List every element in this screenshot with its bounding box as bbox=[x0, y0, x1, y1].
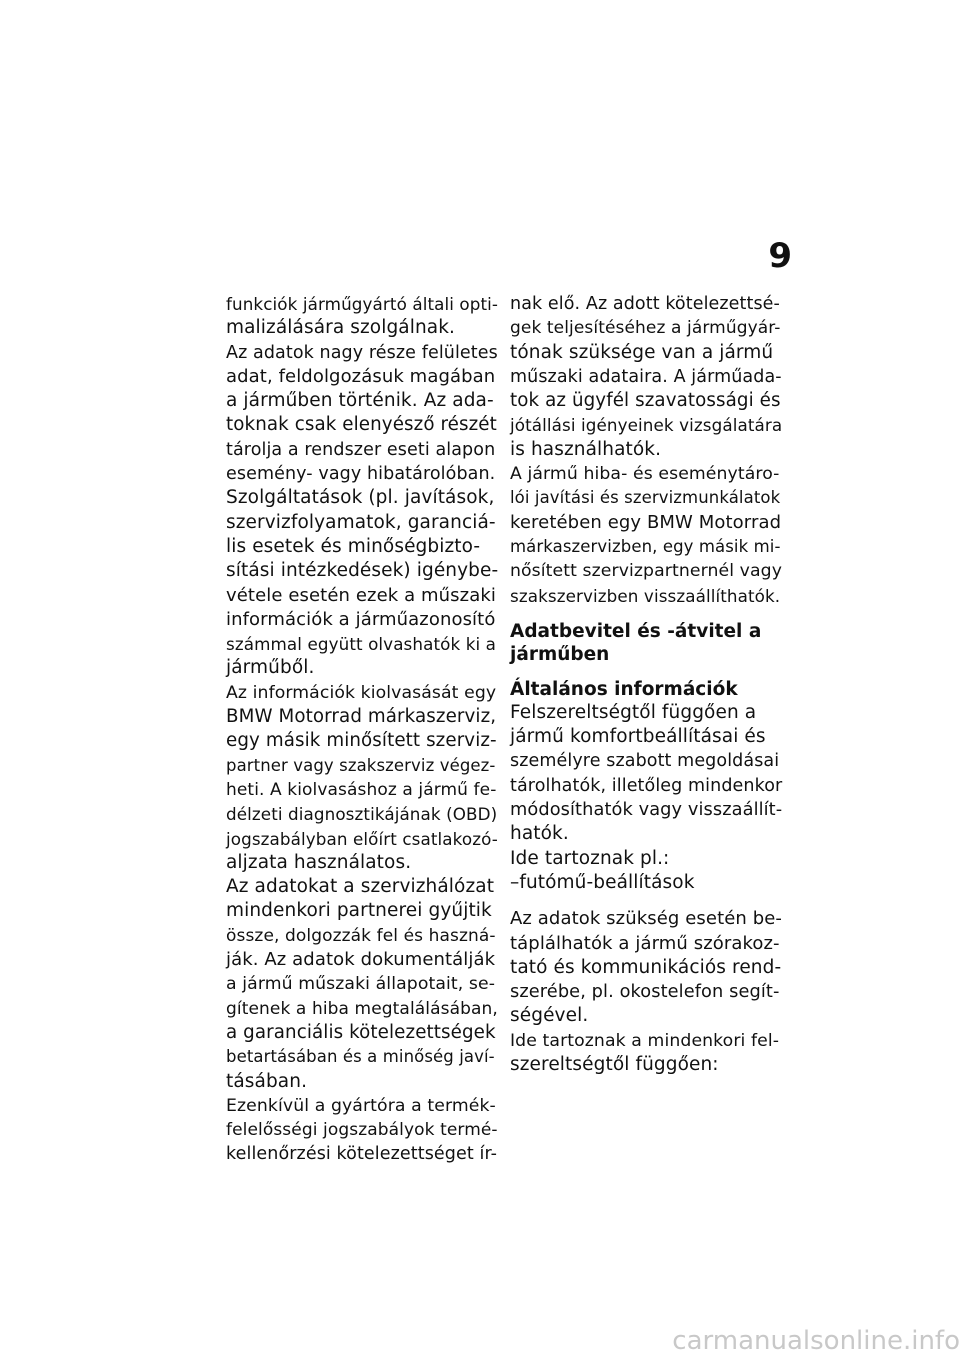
text-line: módosíthatók vagy visszaállít- bbox=[510, 800, 783, 821]
text-line: heti. A kiolvasáshoz a jármű fe- bbox=[226, 779, 497, 800]
text-line: ják. Az adatok dokumentálják bbox=[226, 949, 496, 971]
section-heading-line: Adatbevitel és -átvitel a bbox=[510, 620, 762, 642]
watermark-text: carmanualsonline.info bbox=[672, 1326, 960, 1356]
text-line: gítenek a hiba megtalálásában, bbox=[226, 998, 498, 1019]
text-line: jármű komfortbeállításai és bbox=[510, 726, 766, 748]
text-line: a járműben történik. Az ada- bbox=[226, 390, 494, 412]
text-line: személyre szabott megoldásai bbox=[510, 751, 780, 772]
text-line: aljzata használatos. bbox=[226, 851, 412, 873]
text-line: betartásában és a minőség javí- bbox=[226, 1047, 495, 1067]
text-line: lis esetek és minőségbizto- bbox=[226, 535, 481, 557]
text-line: össze, dolgozzák fel és haszná- bbox=[226, 925, 496, 946]
text-line: ségével. bbox=[510, 1005, 589, 1027]
text-line: tató és kommunikációs rend- bbox=[510, 956, 782, 978]
text-line: jogszabályban előírt csatlakozó- bbox=[226, 828, 498, 849]
text-line: szerébe, pl. okostelefon segít- bbox=[510, 982, 780, 1003]
text-line: a jármű műszaki állapotait, se- bbox=[226, 974, 496, 995]
text-line: szervizfolyamatok, garanciá- bbox=[226, 511, 496, 533]
text-line: vétele esetén ezek a műszaki bbox=[226, 584, 496, 606]
text-line: járműből. bbox=[226, 657, 315, 679]
text-line: számmal együtt olvashatók ki a bbox=[226, 634, 497, 655]
text-line: kellenőrzési kötelezettséget ír- bbox=[226, 1144, 498, 1165]
text-line: szakszervizben visszaállíthatók. bbox=[510, 585, 781, 606]
text-line: Ide tartoznak a mindenkori fel- bbox=[510, 1030, 780, 1051]
section-heading-line: járműben bbox=[510, 643, 610, 665]
text-line: lói javítási és szervizmunkálatok bbox=[510, 488, 781, 508]
text-line: szereltségtől függően: bbox=[510, 1054, 719, 1076]
text-line: Az adatok nagy része felületes bbox=[226, 342, 498, 363]
text-line: gek teljesítéséhez a járműgyár- bbox=[510, 318, 781, 339]
text-line: is használhatók. bbox=[510, 438, 662, 460]
text-line: jótállási igényeinek vizsgálatára bbox=[510, 415, 783, 436]
text-line: egy másik minősített szerviz- bbox=[226, 730, 497, 752]
text-line: sítási intézkedések) igénybe- bbox=[226, 560, 499, 582]
text-line: tárolja a rendszer eseti alapon bbox=[226, 439, 496, 460]
section-heading bbox=[510, 620, 782, 666]
text-line: Felszereltségtől függően a bbox=[510, 701, 757, 723]
text-line: toknak csak elenyésző részét bbox=[226, 414, 497, 436]
text-line: műszaki adataira. A járműada- bbox=[510, 366, 782, 387]
text-line: délzeti diagnosztikájának (OBD) bbox=[226, 804, 498, 825]
text-line: tok az ügyfél szavatossági és bbox=[510, 390, 781, 412]
text-line: esemény- vagy hibatárolóban. bbox=[226, 464, 496, 485]
text-line: mindenkori partnerei gyűjtik bbox=[226, 900, 492, 922]
text-line: a garanciális kötelezettségek bbox=[226, 1021, 496, 1043]
text-line: keretében egy BMW Motorrad bbox=[510, 511, 782, 533]
text-line: malizálására szolgálnak. bbox=[226, 317, 456, 339]
text-line: márkaszervizben, egy másik mi- bbox=[510, 536, 781, 556]
text-line: tónak szüksége van a jármű bbox=[510, 341, 774, 363]
text-line: hatók. bbox=[510, 823, 569, 845]
text-line: információk a járműazonosító bbox=[226, 608, 496, 630]
text-line: táplálhatók a jármű szórakoz- bbox=[510, 932, 780, 954]
text-line: nősített szervizpartnernél vagy bbox=[510, 561, 783, 582]
text-line: adat, feldolgozásuk magában bbox=[226, 365, 496, 387]
text-line: partner vagy szakszerviz végez- bbox=[226, 755, 496, 775]
text-line: Szolgáltatások (pl. javítások, bbox=[226, 487, 495, 509]
text-line: Az adatokat a szervizhálózat bbox=[226, 876, 495, 898]
text-line: Az információk kiolvasását egy bbox=[226, 682, 497, 703]
text-line: tárolhatók, illetőleg mindenkor bbox=[510, 775, 783, 796]
text-line: –futómű-beállítások bbox=[510, 871, 695, 893]
page-number: 9 bbox=[768, 236, 792, 276]
left-column bbox=[226, 292, 498, 1167]
text-line: Az adatok szükség esetén be- bbox=[510, 908, 783, 930]
text-line: Ezenkívül a gyártóra a termék- bbox=[226, 1095, 496, 1116]
text-line: BMW Motorrad márkaszerviz, bbox=[226, 706, 497, 728]
text-line: Ide tartoznak pl.: bbox=[510, 847, 670, 869]
right-column bbox=[510, 292, 782, 1077]
text-line: tásában. bbox=[226, 1070, 308, 1092]
text-line: funkciók járműgyártó általi opti- bbox=[226, 294, 499, 314]
text-line: felelősségi jogszabályok termé- bbox=[226, 1120, 498, 1141]
text-line: nak elő. Az adott kötelezettsé- bbox=[510, 294, 780, 314]
text-line: A jármű hiba- és eseménytáro- bbox=[510, 464, 780, 485]
subheading: Általános információk bbox=[510, 678, 738, 700]
